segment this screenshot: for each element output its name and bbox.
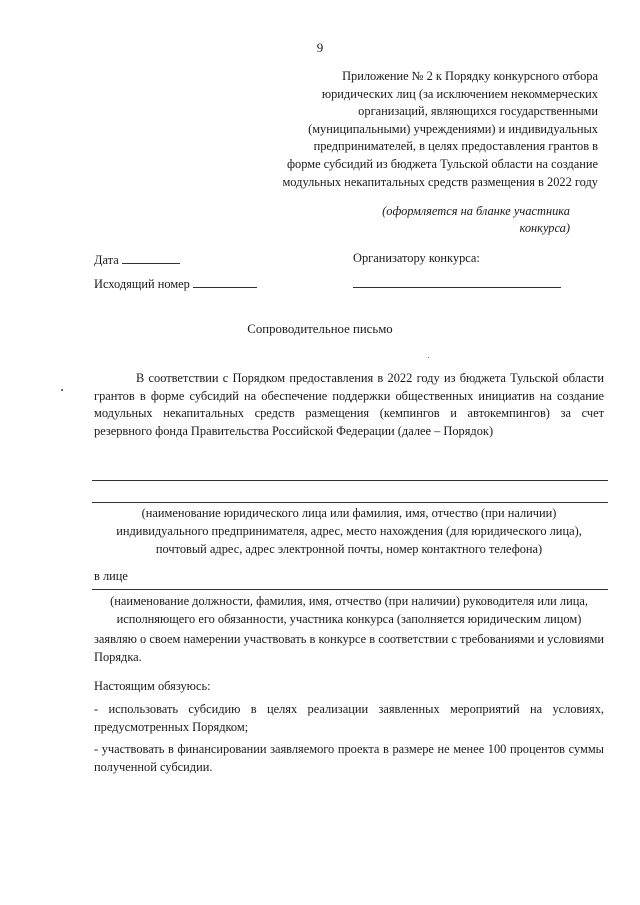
applicant-caption	[94, 504, 604, 558]
organizer-field[interactable]	[353, 275, 561, 288]
intro-paragraph: В соответствии с Порядком предоставления в 2022 году из бюджета Тульской области грантов в форме субсидий на обеспечение поддержки общественных инициатив на создание модульных некапитальных средств размещения (кемпингов и автокемпингов) за счет резервного фонда Правительства Российской Федерации (далее – Порядок)	[94, 371, 604, 438]
appendix-line: организаций, являющихся государственными	[358, 104, 598, 119]
blank-note-line: конкурса)	[519, 221, 570, 235]
appendix-line: модульных некапитальных средств размещения в 2022 году	[282, 174, 598, 189]
appendix-line: форме субсидий из бюджета Тульской области на создание	[287, 156, 598, 171]
applicant-caption-line: (наименование юридического лица или фамилия, имя, отчество (при наличии)	[141, 506, 557, 520]
outgoing-number-label: Исходящий номер	[94, 277, 190, 291]
obligation-item: - участвовать в финансировании заявляемого проекта в размере не менее 100 процентов суммы полученной субсидии.	[94, 742, 604, 774]
representative-caption-line: (наименование должности, фамилия, имя, отчество (при наличии) руководителя или лица,	[110, 594, 588, 608]
appendix-line: предпринимателей, в целях предоставления грантов в	[313, 139, 598, 154]
letter-title: Сопроводительное письмо	[247, 322, 393, 336]
blank-note-line: (оформляется на бланке участника	[382, 204, 570, 218]
date-field[interactable]	[122, 251, 180, 264]
blank-note	[330, 203, 570, 237]
applicant-caption-line: почтовый адрес, адрес электронной почты, номер контактного телефона)	[155, 542, 543, 556]
scan-mark	[428, 357, 429, 358]
appendix-line: юридических лиц (за исключением некоммерческих	[321, 86, 598, 101]
applicant-caption-line: индивидуального предпринимателя, адрес, место нахождения (для юридического лица),	[116, 524, 582, 538]
representative-caption	[94, 592, 604, 628]
declaration: заявляю о своем намерении участвовать в конкурсе в соответствии с требованиями и условиями Порядка.	[94, 632, 604, 664]
page-number: 9	[316, 40, 324, 55]
outgoing-number-field[interactable]	[193, 275, 257, 288]
appendix-header	[238, 68, 598, 191]
applicant-line[interactable]	[92, 480, 608, 481]
applicant-line[interactable]	[92, 502, 608, 503]
organizer-field-row	[353, 275, 561, 292]
date-label: Дата	[94, 253, 119, 267]
date-row	[94, 251, 180, 268]
in-person-label: в лице	[94, 569, 128, 583]
outgoing-number-row	[94, 275, 257, 292]
obligation-heading: Настоящим обязуюсь:	[94, 679, 211, 693]
obligation-item: - использовать субсидию в целях реализации заявленных мероприятий на условиях, предусмотренных Порядком;	[94, 702, 604, 734]
organizer-label: Организатору конкурса:	[353, 251, 480, 265]
representative-line[interactable]	[92, 589, 608, 590]
scan-mark	[61, 389, 63, 391]
appendix-line: (муниципальными) учреждениями) и индивидуальных	[308, 121, 598, 136]
representative-caption-line: исполняющего его обязанности, участника конкурса (заполняется юридическим лицом)	[116, 612, 582, 626]
appendix-line: Приложение № 2 к Порядку конкурсного отбора	[342, 69, 598, 83]
